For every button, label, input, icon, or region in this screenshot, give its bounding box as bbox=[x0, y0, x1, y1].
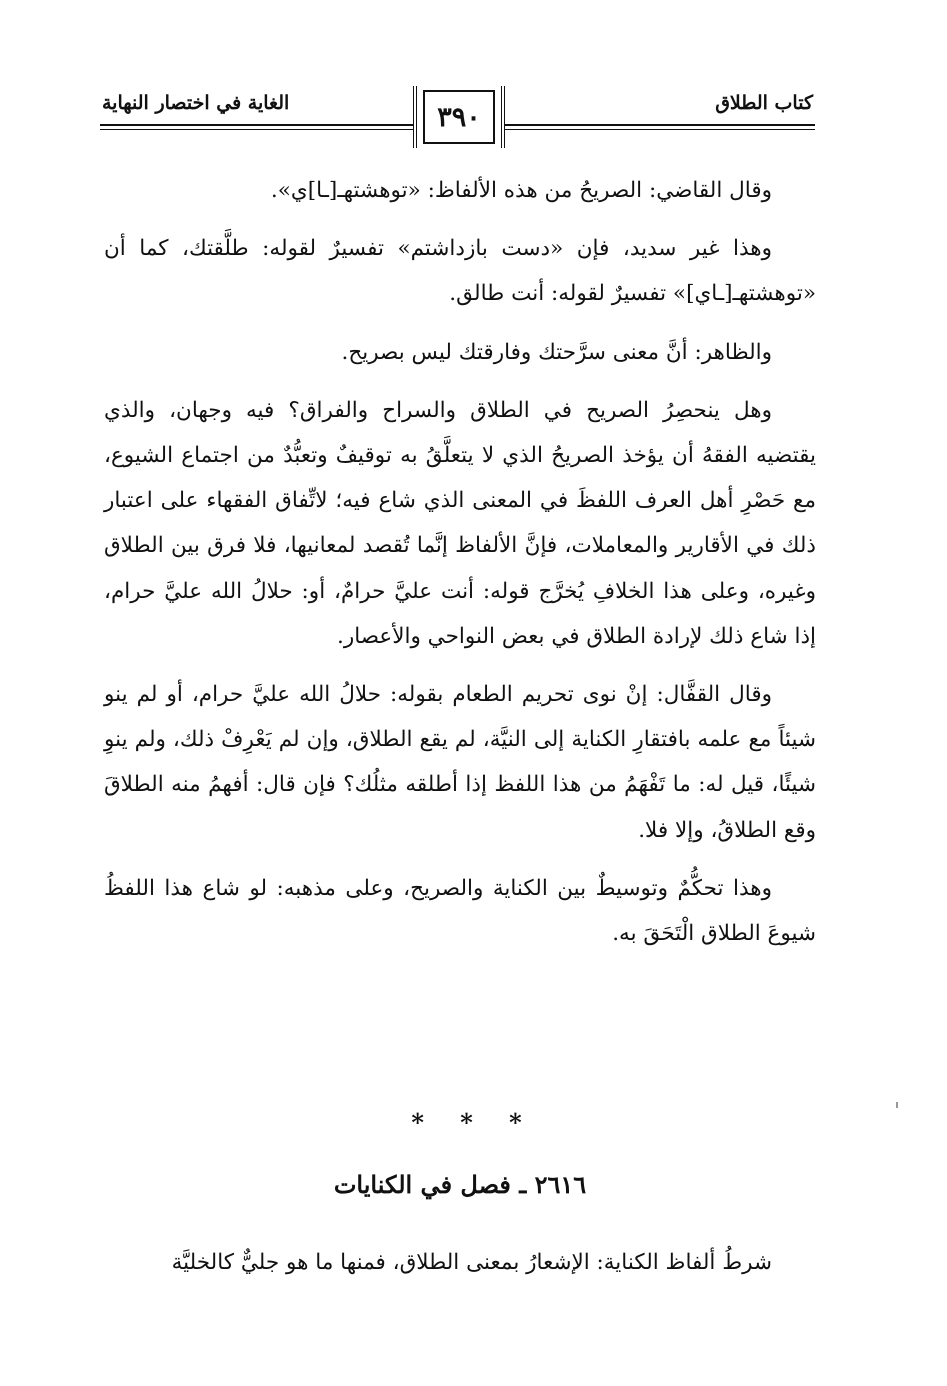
page-number: ٣٩٠ bbox=[423, 90, 495, 144]
main-text bbox=[104, 168, 816, 956]
section-first-line: شرطُ ألفاظ الكناية: الإشعارُ بمعنى الطلاق، فمنها ما هو جليٌّ كالخليَّة bbox=[171, 1250, 772, 1275]
paragraph-5: وقال القفَّال: إنْ نوى تحريم الطعام بقوله: حلالُ الله عليَّ حرام، أو لم ينو شيئاً مع علمه بافتقارِ الكناية إلى النيَّة، لم يقع الطلاق، وإن لم يَعْرِفْ ذلك، ولم ينوِ شيئًا، قيل له: ما تَفْهَمُ من هذا اللفظ إذا أطلقه مثلُك؟ فإن قال: أفهمُ منه الطلاقَ وقع الطلاقُ، وإلا فلا. bbox=[104, 682, 816, 843]
page-number-box bbox=[413, 86, 505, 148]
paragraph-3: والظاهر: أنَّ معنى سرَّحتك وفارقتك ليس بصريح. bbox=[341, 339, 772, 365]
scan-mark bbox=[896, 1102, 898, 1108]
section-separator: * * * bbox=[411, 1108, 536, 1137]
paragraph-2: وهذا غير سديد، فإن «دست بازداشتم» تفسيرٌ لقوله: طلَّقتك، كما أن «توهشتهـ[ـاي]» تفسيرٌ لقوله: أنت طالق. bbox=[104, 236, 816, 307]
paragraph-1: وقال القاضي: الصريحُ من هذه الألفاظ: «توهشتهـ[ـا]ي». bbox=[270, 178, 772, 203]
running-head-section: كتاب الطلاق bbox=[715, 92, 813, 114]
running-head-title: الغاية في اختصار النهاية bbox=[102, 92, 290, 114]
page-header bbox=[100, 86, 815, 150]
section-text bbox=[104, 1240, 816, 1285]
paragraph-4: وهل ينحصِرُ الصريح في الطلاق والسراح والفراق؟ فيه وجهان، والذي يقتضيه الفقهُ أن يؤخذ الصريحُ الذي لا يتعلَّقُ به توقيفٌ وتعبُّدٌ من اجتماع الشيوع، مع حَصْرِ أهل العرف اللفظَ في المعنى الذي شاع فيه؛ لاتِّفاق الفقهاء على اعتبار ذلك في الأقارير والمعاملات، فإنَّ الألفاظ إنَّما تُقصد لمعانيها، فلا فرق بين الطلاق وغيره، وعلى هذا الخلافِ يُخرَّج قوله: أنت عليَّ حرامٌ، أو: حلالُ الله عليَّ حرام، إذا شاع ذلك لإرادة الطلاق في بعض النواحي والأعصار. bbox=[104, 397, 816, 649]
paragraph-6: وهذا تحكُّمٌ وتوسيطٌ بين الكناية والصريح، وعلى مذهبه: لو شاع هذا اللفظُ شيوعَ الطلاق الْتَحَقَ به. bbox=[104, 875, 816, 947]
section-heading: ٢٦١٦ ـ فصل في الكنايات bbox=[333, 1170, 587, 1199]
